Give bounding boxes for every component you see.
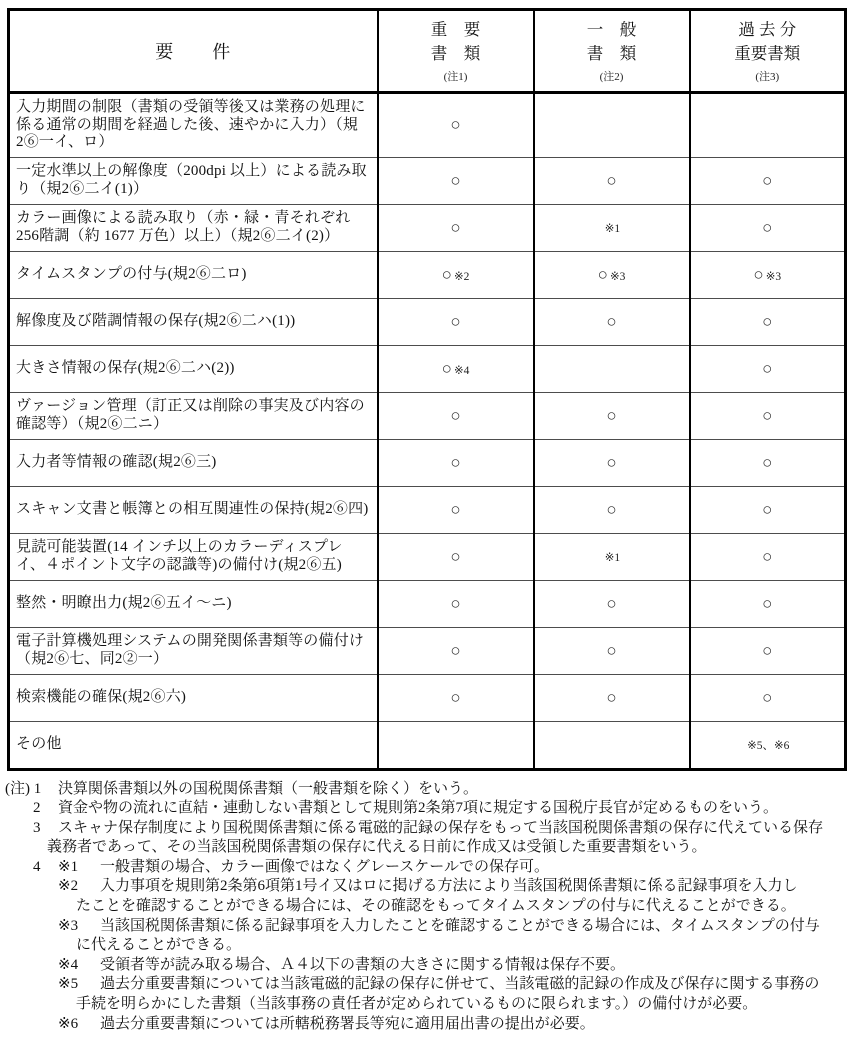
- header-important-documents: [378, 10, 534, 93]
- notes-section: [0, 780, 850, 1035]
- requirement-cell: カラー画像による読み取り（赤・緑・青それぞれ 256階調（約 1677 万色）以上）（規2⑥二イ(2)）: [9, 204, 378, 251]
- note-text: 資金や物の流れに直結・連動しない書類として規則第2条第7項に規定する国税庁長官が定めるものをいう。: [58, 800, 779, 817]
- circle-mark: ○: [606, 687, 617, 707]
- requirement-cell: 一定水準以上の解像度（200dpi 以上）による読み取り（規2⑥二イ(1)）: [9, 157, 378, 204]
- header-col2-line2: 書 類: [586, 44, 637, 63]
- note-text: 一般書類の場合、カラー画像ではなくグレースケールでの保存可。: [100, 858, 549, 875]
- note-text: 義務者であって、その当該国税関係書類の保存に代える日前に作成又は受領した重要書類をいう。: [47, 839, 707, 856]
- circle-mark: ○: [450, 217, 461, 237]
- mark-cell-past: [690, 533, 846, 580]
- mark-cell-past: [690, 439, 846, 486]
- mark-cell-general: [534, 721, 690, 769]
- mark-cell-important: [378, 251, 534, 298]
- mark-cell-important: [378, 486, 534, 533]
- header-requirement: 要 件: [9, 10, 378, 93]
- header-col3-line1: 過 去 分: [738, 20, 797, 39]
- table-row: [9, 204, 846, 251]
- note-line: [76, 995, 850, 1015]
- mark-cell-important: [378, 157, 534, 204]
- mark-cell-general: [534, 345, 690, 392]
- mark-cell-general: [534, 674, 690, 721]
- table-row: [9, 580, 846, 627]
- circle-mark: ○: [450, 452, 461, 472]
- note-label: ※5: [58, 976, 79, 993]
- circle-mark: ○: [450, 115, 461, 135]
- header-col2-note: (注2): [599, 71, 624, 83]
- header-col2-line1: 一 般: [586, 20, 637, 39]
- note-line: [58, 975, 850, 995]
- circle-mark: ○: [450, 546, 461, 566]
- note-text: 当該国税関係書類に係る記録事項を入力したことを確認することができる場合には、タイムスタンプの付与: [100, 917, 820, 934]
- note-text: スキャナ保存制度により国税関係書類に係る電磁的記録の保存をもって当該国税関係書類の保存に代えている保存: [58, 819, 824, 836]
- reference-mark: ※3: [765, 270, 782, 283]
- mark-cell-important: [378, 392, 534, 439]
- mark-cell-general: [534, 486, 690, 533]
- circle-mark: ○: [606, 311, 617, 331]
- mark-cell-important: [378, 721, 534, 769]
- circle-mark: ○: [762, 452, 773, 472]
- reference-mark: ※5、※6: [747, 739, 790, 752]
- header-general-documents: [534, 10, 690, 93]
- requirement-cell: 整然・明瞭出力(規2⑥五イ～ニ): [9, 580, 378, 627]
- header-past-important-documents: [690, 10, 846, 93]
- mark-cell-general: [534, 93, 690, 158]
- header-col1-line1: 重 要: [430, 20, 481, 39]
- mark-cell-general: [534, 392, 690, 439]
- table-row: [9, 674, 846, 721]
- note-label: ※3: [58, 917, 79, 934]
- mark-cell-past: [690, 298, 846, 345]
- note-label: 3: [33, 819, 41, 836]
- circle-mark: ○: [753, 264, 764, 284]
- note-text: 手続を明らかにした書類（当該事務の責任者が定められているものに限られます。）の備付けが必要。: [76, 996, 758, 1013]
- circle-mark: ○: [762, 405, 773, 425]
- table-header: [9, 10, 846, 93]
- mark-cell-general: [534, 533, 690, 580]
- note-line: [58, 877, 850, 897]
- table-row: [9, 298, 846, 345]
- note-line: [58, 956, 850, 976]
- mark-cell-important: [378, 627, 534, 674]
- note-label: ※4: [58, 956, 79, 973]
- mark-cell-past: [690, 392, 846, 439]
- mark-cell-past: [690, 627, 846, 674]
- note-label: 4: [33, 858, 41, 875]
- mark-cell-important: [378, 93, 534, 158]
- header-col1-note: (注1): [443, 71, 468, 83]
- mark-cell-past: [690, 486, 846, 533]
- note-text: 受領者等が読み取る場合、Ａ４以下の書類の大きさに関する情報は保存不要。: [100, 956, 626, 973]
- circle-mark: ○: [762, 546, 773, 566]
- circle-mark: ○: [597, 264, 608, 284]
- note-label: (注) 1: [5, 780, 42, 797]
- mark-cell-past: [690, 721, 846, 769]
- note-text: 過去分重要書類については当該電磁的記録の保存に併せて、当該電磁的記録の作成及び保存に関する事務の: [100, 976, 820, 993]
- reference-mark: ※2: [453, 270, 470, 283]
- table-row: [9, 251, 846, 298]
- circle-mark: ○: [606, 593, 617, 613]
- header-col3-note: (注3): [755, 71, 780, 83]
- table-row: [9, 345, 846, 392]
- table-row: [9, 533, 846, 580]
- circle-mark: ○: [762, 499, 773, 519]
- header-row: [9, 10, 846, 93]
- circle-mark: ○: [606, 170, 617, 190]
- reference-mark: ※3: [609, 270, 626, 283]
- note-label: ※2: [58, 878, 79, 895]
- circle-mark: ○: [762, 311, 773, 331]
- table-row: [9, 93, 846, 158]
- circle-mark: ○: [606, 499, 617, 519]
- mark-cell-general: [534, 580, 690, 627]
- note-label: 2: [33, 800, 41, 817]
- mark-cell-general: [534, 627, 690, 674]
- note-line: [5, 780, 850, 800]
- note-label: ※6: [58, 1015, 79, 1032]
- circle-mark: ○: [762, 170, 773, 190]
- mark-cell-past: [690, 204, 846, 251]
- requirements-table: [7, 8, 847, 771]
- requirement-cell: ヴァージョン管理（訂正又は削除の事実及び内容の確認等）（規2⑥二ニ）: [9, 392, 378, 439]
- mark-cell-important: [378, 580, 534, 627]
- note-line: [33, 819, 850, 839]
- reference-mark: ※1: [604, 551, 621, 564]
- header-col1-line2: 書 類: [430, 44, 481, 63]
- circle-mark: ○: [762, 640, 773, 660]
- circle-mark: ○: [450, 593, 461, 613]
- note-text: 過去分重要書類については所轄税務署長等宛に適用届出書の提出が必要。: [100, 1015, 595, 1032]
- mark-cell-important: [378, 204, 534, 251]
- circle-mark: ○: [450, 499, 461, 519]
- mark-cell-past: [690, 674, 846, 721]
- table-row: [9, 627, 846, 674]
- note-line: [47, 838, 850, 858]
- note-line: [76, 897, 850, 917]
- requirement-cell: タイムスタンプの付与(規2⑥二ロ): [9, 251, 378, 298]
- note-text: 入力事項を規則第2条第6項第1号イ又はロに掲げる方法により当該国税関係書類に係る記録事項を入力し: [100, 878, 798, 895]
- mark-cell-past: [690, 157, 846, 204]
- mark-cell-general: [534, 204, 690, 251]
- note-text: に代えることができる。: [76, 937, 242, 954]
- requirements-table-body: [9, 93, 846, 770]
- note-text: 決算関係書類以外の国税関係書類（一般書類を除く）をいう。: [58, 780, 479, 797]
- circle-mark: ○: [450, 640, 461, 660]
- circle-mark: ○: [441, 264, 452, 284]
- mark-cell-general: [534, 298, 690, 345]
- mark-cell-past: [690, 580, 846, 627]
- note-text: たことを確認することができる場合には、その確認をもってタイムスタンプの付与に代えることができる。: [76, 898, 796, 915]
- requirement-cell: その他: [9, 721, 378, 769]
- reference-mark: ※1: [604, 222, 621, 235]
- note-line: [33, 858, 850, 878]
- circle-mark: ○: [762, 687, 773, 707]
- mark-cell-general: [534, 439, 690, 486]
- mark-cell-important: [378, 298, 534, 345]
- table-row: [9, 439, 846, 486]
- requirement-cell: 大きさ情報の保存(規2⑥二ハ(2)): [9, 345, 378, 392]
- circle-mark: ○: [450, 311, 461, 331]
- circle-mark: ○: [762, 358, 773, 378]
- circle-mark: ○: [606, 640, 617, 660]
- circle-mark: ○: [441, 358, 452, 378]
- header-col3-line2: 重要書類: [734, 44, 801, 63]
- reference-mark: ※4: [453, 364, 470, 377]
- mark-cell-important: [378, 533, 534, 580]
- circle-mark: ○: [450, 687, 461, 707]
- circle-mark: ○: [450, 170, 461, 190]
- mark-cell-important: [378, 345, 534, 392]
- requirement-cell: 入力者等情報の確認(規2⑥三): [9, 439, 378, 486]
- circle-mark: ○: [762, 217, 773, 237]
- requirement-cell: 見読可能装置(14 インチ以上のカラーディスプレイ、４ポイント文字の認識等)の備付け(規2⑥五): [9, 533, 378, 580]
- note-line: [58, 917, 850, 937]
- note-line: [33, 799, 850, 819]
- mark-cell-general: [534, 251, 690, 298]
- table-row: [9, 157, 846, 204]
- requirement-cell: スキャン文書と帳簿との相互関連性の保持(規2⑥四): [9, 486, 378, 533]
- note-line: [58, 1015, 850, 1035]
- requirement-cell: 入力期間の制限（書類の受領等後又は業務の処理に係る通常の期間を経過した後、速やかに入力）（規2⑥一イ、ロ）: [16, 99, 366, 150]
- table-row: [9, 486, 846, 533]
- mark-cell-general: [534, 157, 690, 204]
- mark-cell-important: [378, 674, 534, 721]
- table-row: [9, 721, 846, 769]
- mark-cell-past: [690, 345, 846, 392]
- circle-mark: ○: [450, 405, 461, 425]
- table-row: [9, 392, 846, 439]
- requirement-cell: 解像度及び階調情報の保存(規2⑥二ハ(1)): [9, 298, 378, 345]
- mark-cell-important: [378, 439, 534, 486]
- note-line: [76, 936, 850, 956]
- requirement-cell: 電子計算機処理システムの開発関係書類等の備付け（規2⑥七、同2②一）: [9, 627, 378, 674]
- mark-cell-past: [690, 93, 846, 158]
- requirement-cell: 検索機能の確保(規2⑥六): [9, 674, 378, 721]
- circle-mark: ○: [606, 452, 617, 472]
- circle-mark: ○: [762, 593, 773, 613]
- note-sublabel: ※1: [58, 858, 79, 875]
- mark-cell-past: [690, 251, 846, 298]
- circle-mark: ○: [606, 405, 617, 425]
